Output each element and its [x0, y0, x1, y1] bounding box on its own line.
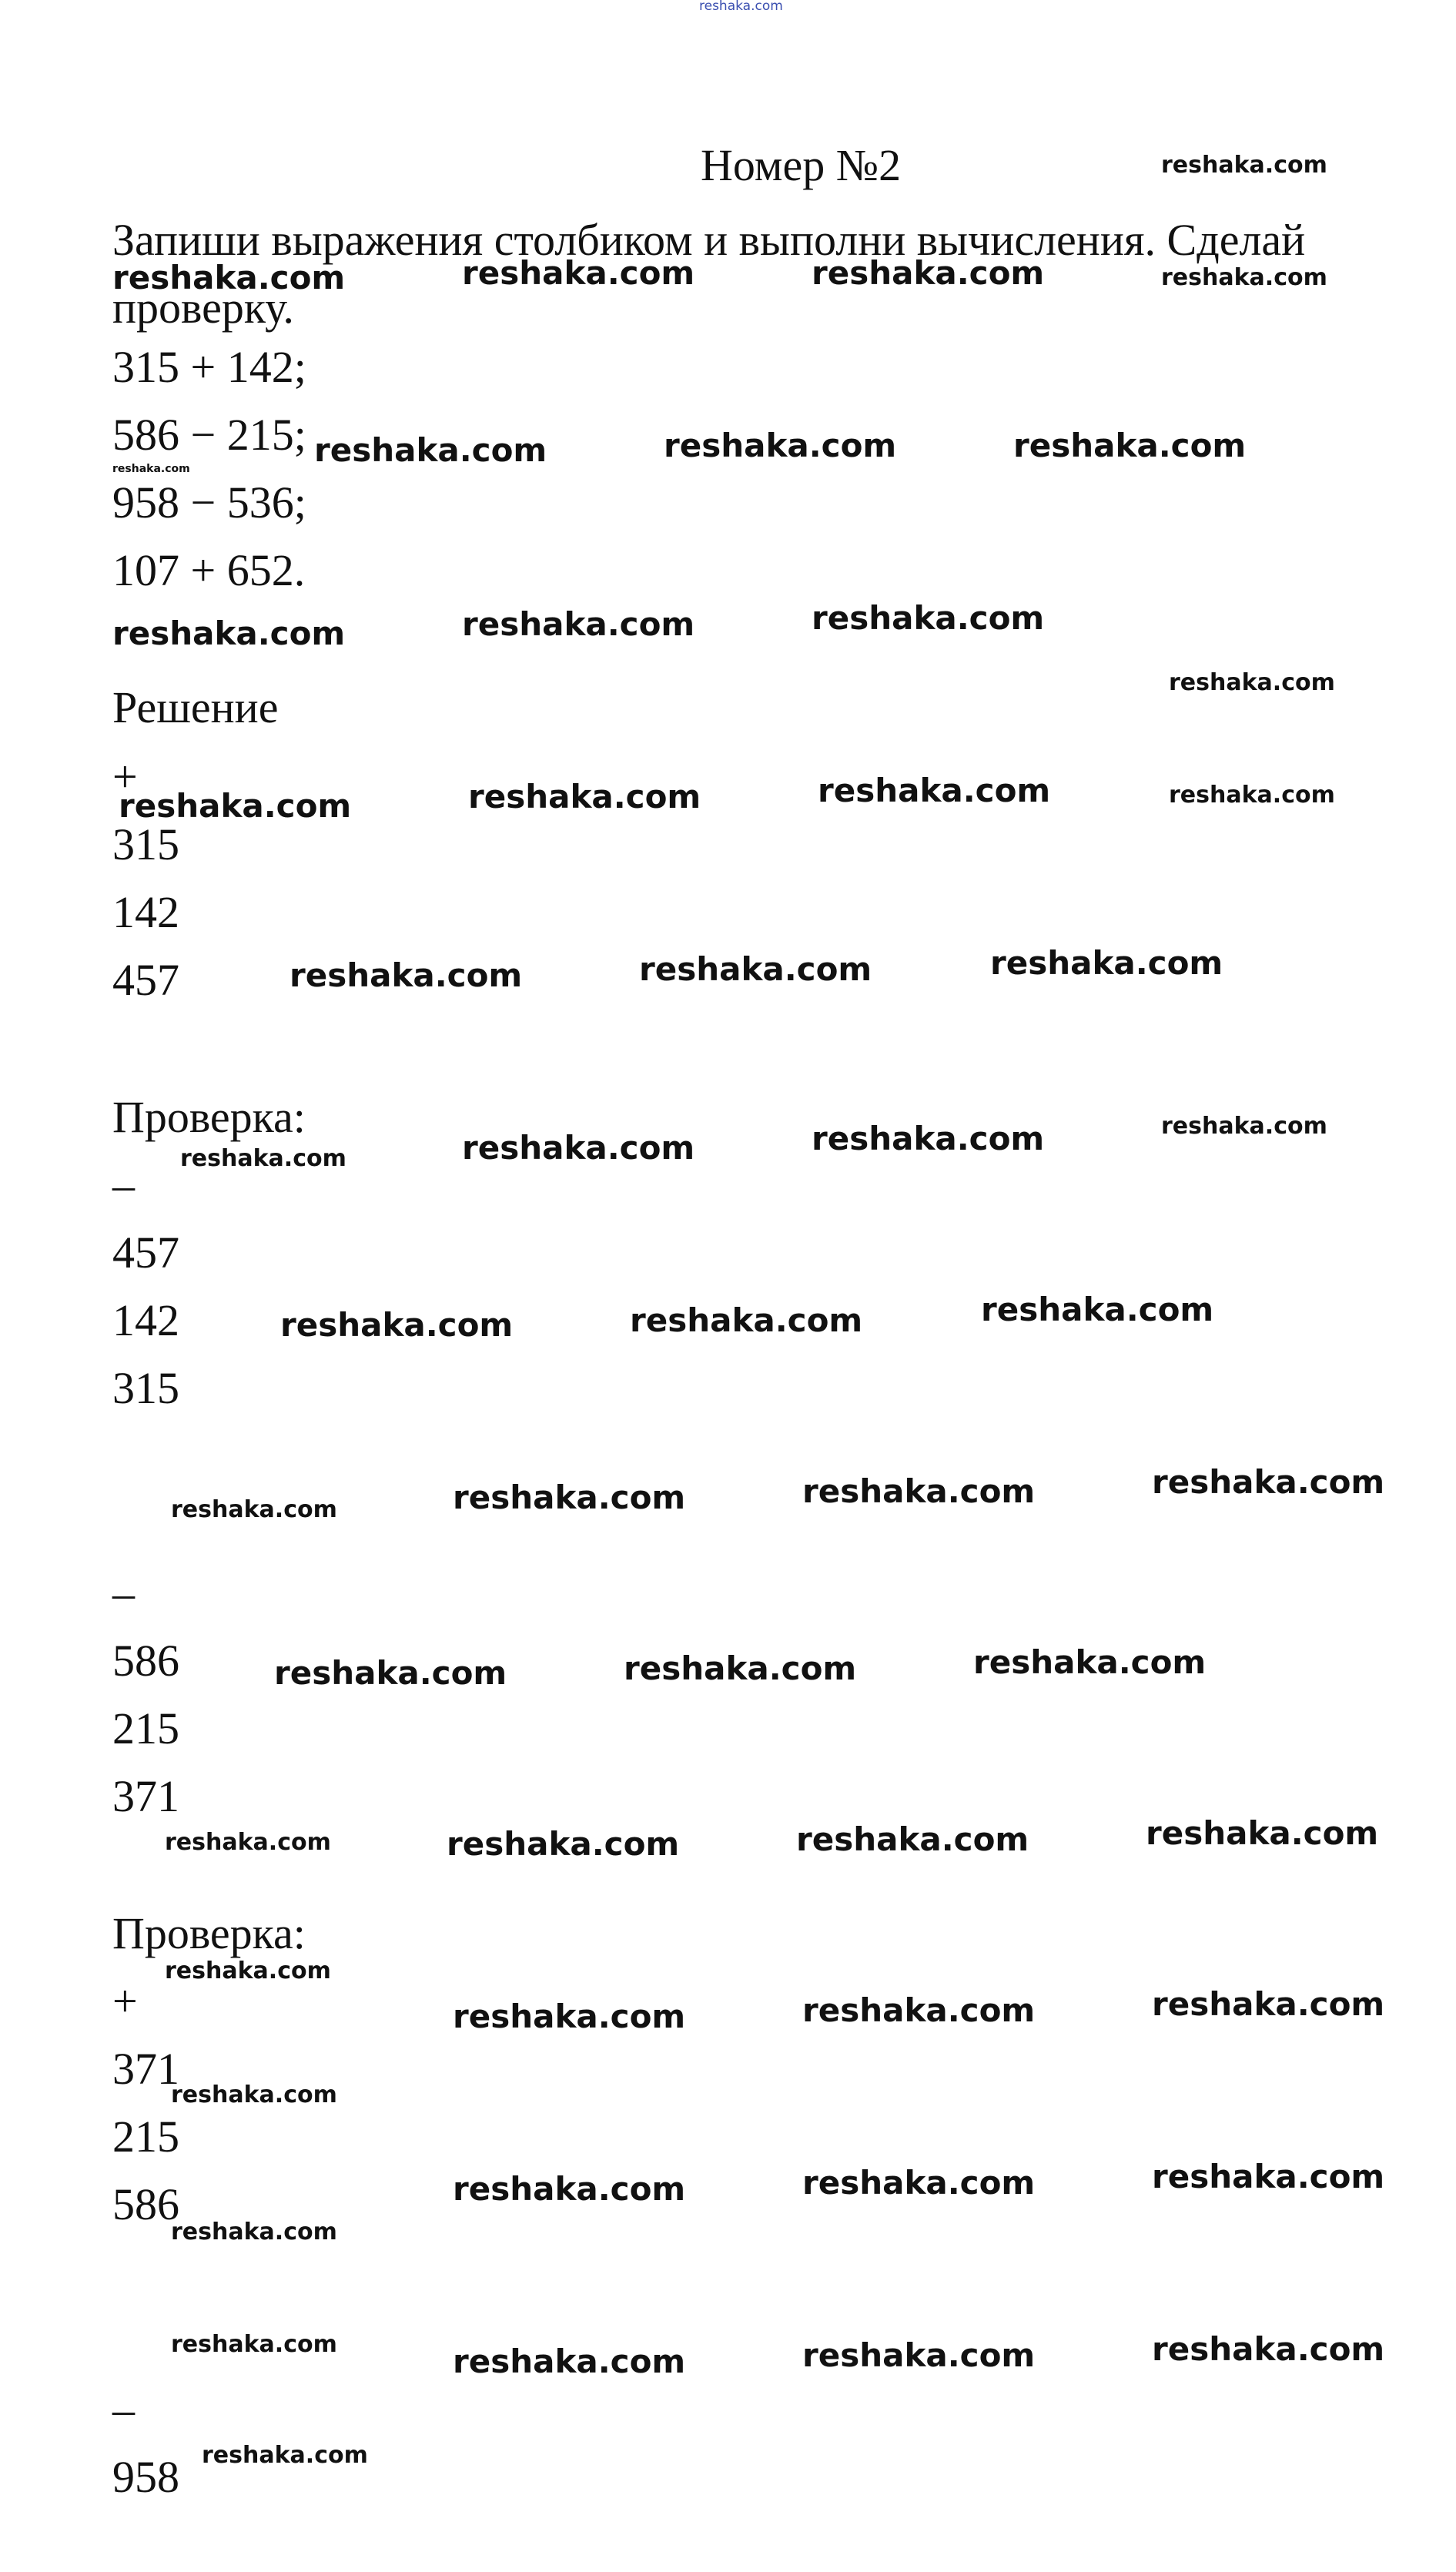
watermark: reshaka.com [812, 1120, 1045, 1157]
watermark: reshaka.com [796, 1820, 1029, 1858]
watermark: reshaka.com [453, 2170, 686, 2208]
column-number: 958 [112, 2452, 179, 2502]
watermark: reshaka.com [1152, 2330, 1385, 2368]
column-number: 586 [112, 2179, 179, 2229]
watermark: reshaka.com [639, 950, 872, 988]
watermark: reshaka.com [630, 1301, 863, 1339]
watermark: reshaka.com [981, 1291, 1214, 1328]
check-label: Проверка: [112, 1092, 306, 1142]
expression-4: 107 + 652. [112, 545, 306, 595]
watermark: reshaka.com [171, 2331, 337, 2358]
watermark: reshaka.com [112, 463, 190, 475]
watermark: reshaka.com [973, 1643, 1207, 1681]
watermark: reshaka.com [1169, 669, 1335, 696]
watermark: reshaka.com [664, 427, 897, 464]
column-number: 457 [112, 955, 179, 1005]
expression-1: 315 + 142; [112, 342, 306, 392]
watermark: reshaka.com [462, 1129, 695, 1167]
column-number: 457 [112, 1227, 179, 1278]
expression-2: 586 − 215; [112, 410, 306, 460]
watermark: reshaka.com [171, 2081, 337, 2108]
watermark: reshaka.com [112, 259, 346, 296]
watermark: reshaka.com [165, 1957, 331, 1984]
watermark: reshaka.com [112, 615, 346, 652]
watermark: reshaka.com [290, 956, 523, 994]
watermark: reshaka.com [1152, 2158, 1385, 2195]
operation-sign: + [112, 1976, 138, 2026]
watermark: reshaka.com [990, 944, 1223, 982]
operation-sign: – [112, 2384, 135, 2434]
watermark: reshaka.com [119, 787, 352, 825]
watermark: reshaka.com [453, 2343, 686, 2380]
watermark: reshaka.com [1169, 782, 1335, 809]
site-header-link[interactable]: reshaka.com [699, 0, 783, 14]
watermark: reshaka.com [165, 1829, 331, 1856]
expression-3: 958 − 536; [112, 477, 306, 527]
watermark: reshaka.com [1146, 1814, 1379, 1852]
column-number: 142 [112, 887, 179, 937]
watermark: reshaka.com [1161, 152, 1327, 179]
solution-heading: Решение [112, 682, 279, 732]
watermark: reshaka.com [802, 1472, 1036, 1510]
operation-sign: + [112, 752, 138, 802]
watermark: reshaka.com [1161, 264, 1327, 291]
watermark: reshaka.com [802, 2336, 1036, 2374]
watermark: reshaka.com [812, 599, 1045, 637]
watermark: reshaka.com [202, 2442, 368, 2469]
watermark: reshaka.com [812, 254, 1045, 292]
watermark: reshaka.com [818, 772, 1051, 809]
operation-sign: – [112, 1160, 135, 1210]
column-number: 371 [112, 1771, 179, 1821]
watermark: reshaka.com [280, 1306, 514, 1344]
watermark: reshaka.com [462, 254, 695, 292]
operation-sign: – [112, 1568, 135, 1618]
watermark: reshaka.com [802, 2164, 1036, 2202]
watermark: reshaka.com [180, 1145, 346, 1172]
check-label: Проверка: [112, 1908, 306, 1958]
page-title: Номер №2 [701, 140, 902, 190]
column-number: 586 [112, 1636, 179, 1686]
column-number: 215 [112, 1703, 179, 1753]
watermark: reshaka.com [453, 1998, 686, 2035]
watermark: reshaka.com [453, 1479, 686, 1516]
watermark: reshaka.com [1013, 427, 1247, 464]
watermark: reshaka.com [802, 1991, 1036, 2029]
task-text: Запиши выражения столбиком и выполни вычисления. Сделай проверку. [112, 215, 1306, 333]
column-number: 315 [112, 1363, 179, 1413]
watermark: reshaka.com [468, 778, 701, 815]
watermark: reshaka.com [447, 1825, 680, 1863]
watermark: reshaka.com [462, 605, 695, 643]
watermark: reshaka.com [1152, 1463, 1385, 1501]
column-number: 215 [112, 2112, 179, 2162]
column-number: 142 [112, 1295, 179, 1345]
watermark: reshaka.com [1152, 1985, 1385, 2023]
watermark: reshaka.com [171, 2219, 337, 2245]
column-number: 371 [112, 2044, 179, 2094]
column-number: 315 [112, 819, 179, 869]
watermark: reshaka.com [274, 1654, 507, 1692]
watermark: reshaka.com [624, 1649, 857, 1687]
watermark: reshaka.com [171, 1496, 337, 1523]
watermark: reshaka.com [314, 431, 547, 469]
watermark: reshaka.com [1161, 1113, 1327, 1140]
